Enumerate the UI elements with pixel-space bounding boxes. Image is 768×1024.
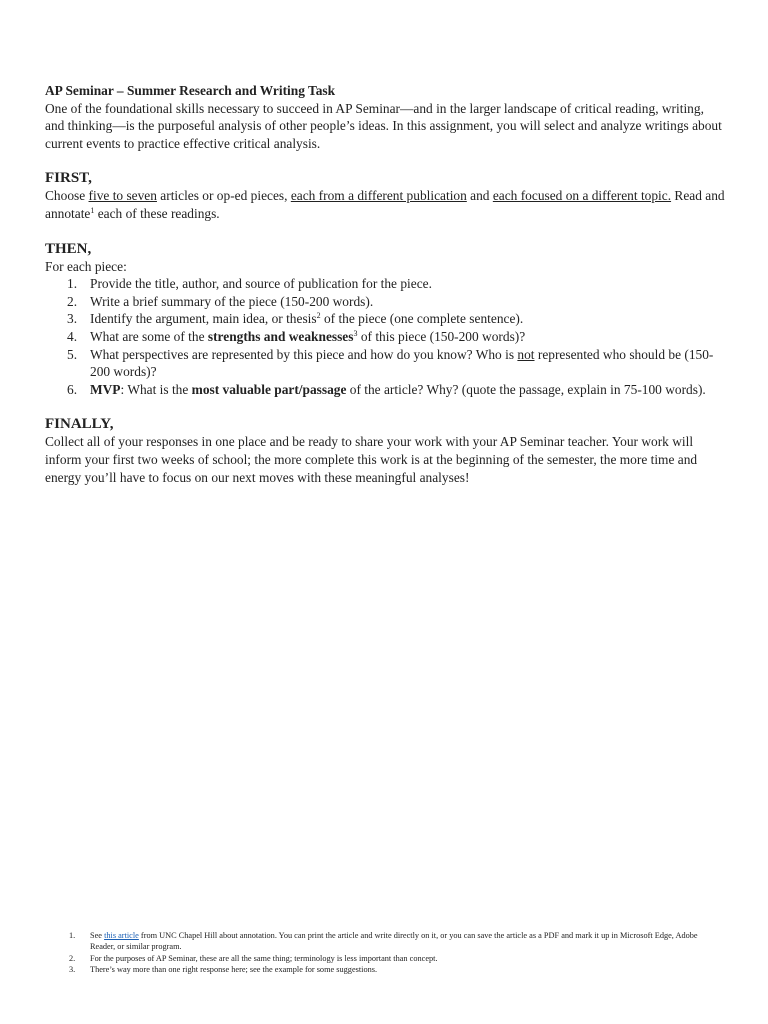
first-underline-count: five to seven: [88, 188, 157, 204]
list-item-text: represented who should be (150-200 words)?: [90, 346, 714, 380]
list-item-bold: most valuable part/passage: [191, 381, 347, 397]
list-item-text: Provide the title, author, and source of publication for the piece.: [90, 276, 432, 292]
footnote-text: For the purposes of AP Seminar, these are all the same thing; terminology is less important than concept.: [90, 953, 438, 963]
footnote-ref-1: 1: [90, 205, 95, 215]
first-text-1: Choose: [45, 188, 89, 204]
footnote-number: 3.: [69, 965, 76, 975]
list-number: 4.: [67, 328, 78, 344]
list-item-bold: MVP: [90, 381, 121, 397]
footnote-number: 1.: [69, 931, 76, 940]
list-item-text: of the piece (one complete sentence).: [320, 311, 524, 327]
footnote-text: There’s way more than one right response here; see the example for some suggestions.: [90, 965, 378, 975]
then-lead: For each piece:: [45, 258, 127, 274]
footnote: [69, 930, 719, 953]
list-number: 1.: [67, 276, 78, 292]
list-item-text: What perspectives are represented by this piece and how do you know? Who is: [90, 346, 518, 362]
annotation-article-link[interactable]: this article: [104, 931, 139, 940]
document-body: [45, 82, 725, 486]
list-number: 5.: [67, 346, 78, 362]
footnote-ref-3: 3: [353, 328, 358, 338]
first-text-4: Read and annotate: [45, 188, 725, 221]
list-item-underline: not: [517, 346, 535, 362]
list-item-bold: strengths and weaknesses: [207, 328, 354, 344]
list-item: [45, 346, 725, 381]
footnote: [69, 964, 719, 975]
finally-paragraph: Collect all of your responses in one place and be ready to share your work with your AP Seminar teacher. Your work will inform your first two weeks of school; the more complete this work is at the beginning of the semester, the more time and energy you’ll have to focus on our next moves with these meaningful analyses!: [45, 434, 698, 485]
list-item-text: of the article? Why? (quote the passage, explain in 75-100 words).: [346, 381, 706, 397]
first-underline-publication: each from a different publication: [290, 188, 467, 204]
list-item-text: Identify the argument, main idea, or thesis: [90, 311, 317, 327]
footnote: [69, 953, 719, 964]
first-heading: FIRST,: [45, 170, 92, 187]
list-number: 2.: [67, 293, 78, 309]
list-number: 6.: [67, 381, 78, 397]
first-text-5: each of these readings.: [94, 205, 220, 221]
list-number: 3.: [67, 311, 78, 327]
first-text-3: and: [466, 188, 493, 204]
document-title: AP Seminar – Summer Research and Writing Task: [45, 83, 336, 98]
intro-paragraph: One of the foundational skills necessary to succeed in AP Seminar—and in the larger landscape of critical reading, writing, and thinking—is the purposeful analysis of other people’s ideas. In this assignment, you will select and analyze writings about current events to practice effective critical analysis.: [45, 100, 722, 151]
footnote-text: See: [90, 931, 105, 940]
first-underline-topic: each focused on a different topic.: [492, 188, 672, 204]
first-paragraph: [45, 187, 725, 222]
footnote-ref-2: 2: [316, 311, 321, 321]
list-item: [45, 310, 725, 328]
list-item-text: What are some of the: [90, 328, 208, 344]
list-item-text: : What is the: [120, 381, 192, 397]
list-item-text: Write a brief summary of the piece (150-200 words).: [90, 293, 374, 309]
footnotes: [69, 930, 719, 976]
list-item: [45, 275, 725, 293]
list-item: [45, 293, 725, 311]
footnote-text: from UNC Chapel Hill about annotation. You can print the article and write directly on it, or you can save the article as a PDF and mark it up in Microsoft Edge, Adobe Reader, or similar program.: [90, 931, 698, 952]
finally-heading: FINALLY,: [45, 416, 114, 433]
list-item: [45, 328, 725, 346]
list-item-text: of this piece (150-200 words)?: [357, 328, 526, 344]
list-item: [45, 381, 725, 399]
first-text-2: articles or op-ed pieces,: [156, 188, 291, 204]
footnote-number: 2.: [69, 953, 76, 963]
steps-list: [45, 275, 725, 398]
then-heading: THEN,: [45, 240, 92, 257]
